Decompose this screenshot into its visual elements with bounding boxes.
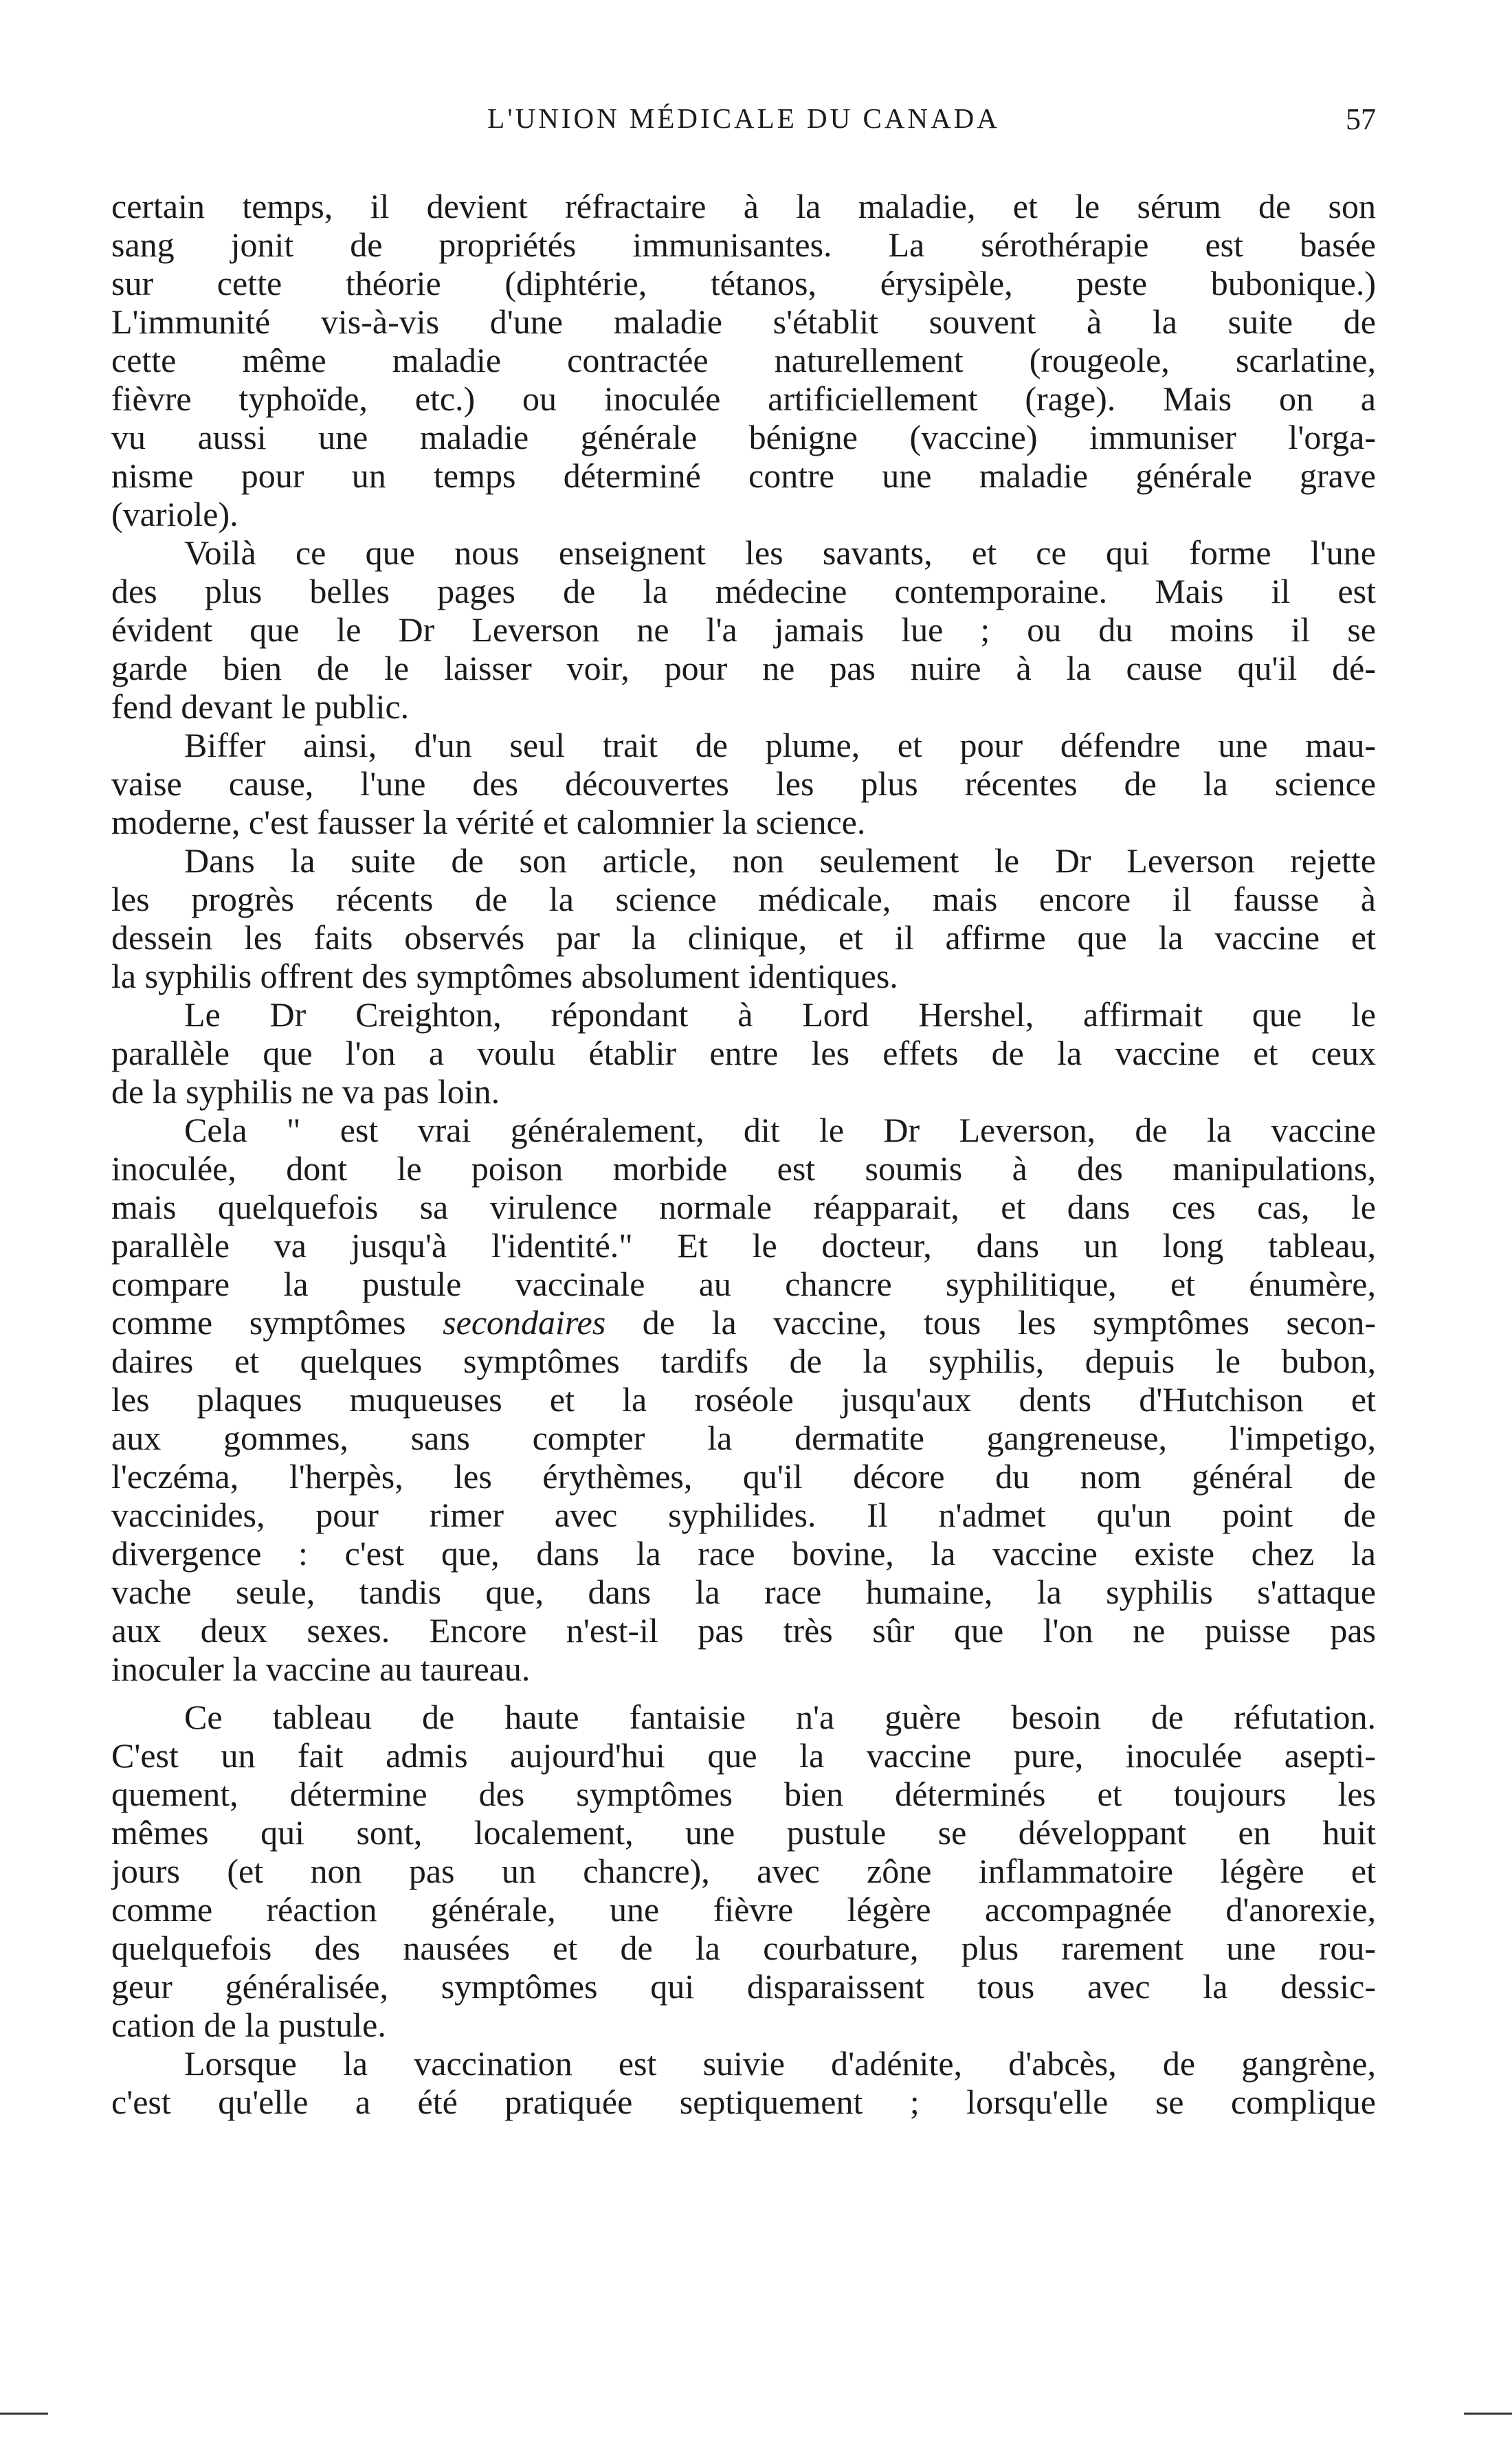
text-line: dessein les faits observés par la clinique, et il affirme que la vaccine et <box>111 918 1376 957</box>
text-line: la syphilis offrent des symptômes absolument identiques. <box>111 957 898 995</box>
text-line: comme réaction générale, une fièvre légère accompagnée d'anorexie, <box>111 1890 1376 1929</box>
text-line: garde bien de le laisser voir, pour ne pas nuire à la cause qu'il dé- <box>111 649 1376 687</box>
text-line: compare la pustule vaccinale au chancre syphilitique, et énumère, <box>111 1265 1376 1303</box>
text-line: quelquefois des nausées et de la courbature, plus rarement une rou- <box>111 1929 1376 1967</box>
text-line: inoculée, dont le poison morbide est soumis à des manipulations, <box>111 1149 1376 1188</box>
running-title: L'UNION MÉDICALE DU CANADA <box>487 102 1000 134</box>
text-line: moderne, c'est fausser la vérité et calomnier la science. <box>111 803 866 841</box>
text-line: les progrès récents de la science médicale, mais encore il fausse à <box>111 880 1376 918</box>
scan-edge-mark-left <box>0 2413 48 2415</box>
text-line: vaise cause, l'une des découvertes les plus récentes de la science <box>111 764 1376 803</box>
text-line: Ce tableau de haute fantaisie n'a guère besoin de réfutation. <box>184 1698 1376 1736</box>
text-line: c'est qu'elle a été pratiquée septiquement ; lorsqu'elle se complique <box>111 2083 1376 2121</box>
text-line: évident que le Dr Leverson ne l'a jamais lue ; ou du moins il se <box>111 610 1376 649</box>
running-header <box>111 102 1376 157</box>
text-line: vaccinides, pour rimer avec syphilides. Il n'admet qu'un point de <box>111 1496 1376 1534</box>
article-body <box>111 187 1376 2121</box>
italic-term: secondaires <box>443 1303 606 1342</box>
text-line: mêmes qui sont, localement, une pustule se développant en huit <box>111 1813 1376 1852</box>
text-line: jours (et non pas un chancre), avec zône inflammatoire légère et <box>111 1852 1376 1890</box>
text-line: vu aussi une maladie générale bénigne (vaccine) immuniser l'orga- <box>111 418 1376 456</box>
text-line: des plus belles pages de la médecine contemporaine. Mais il est <box>111 572 1376 610</box>
text-line: mais quelquefois sa virulence normale réapparait, et dans ces cas, le <box>111 1188 1376 1226</box>
text-line: Dans la suite de son article, non seulement le Dr Leverson rejette <box>184 841 1376 880</box>
text-line: Lorsque la vaccination est suivie d'adénite, d'abcès, de gangrène, <box>184 2044 1376 2083</box>
text-line: Cela " est vrai généralement, dit le Dr Leverson, de la vaccine <box>184 1111 1376 1149</box>
scan-edge-mark-right <box>1464 2413 1512 2415</box>
text-line: les plaques muqueuses et la roséole jusqu'aux dents d'Hutchison et <box>111 1380 1376 1419</box>
text-line: sang jonit de propriétés immunisantes. La sérothérapie est basée <box>111 225 1376 264</box>
text-line: Le Dr Creighton, répondant à Lord Hershel, affirmait que le <box>184 995 1376 1034</box>
text-line: nisme pour un temps déterminé contre une maladie générale grave <box>111 456 1376 495</box>
text-line: Biffer ainsi, d'un seul trait de plume, et pour défendre une mau- <box>184 726 1376 764</box>
text-line: l'eczéma, l'herpès, les érythèmes, qu'il décore du nom général de <box>111 1457 1376 1496</box>
text-line: geur généralisée, symptômes qui disparaissent tous avec la dessic- <box>111 1967 1376 2006</box>
text-line: inoculer la vaccine au taureau. <box>111 1650 531 1688</box>
text-segment: de la vaccine, tous les symptômes secon- <box>642 1303 1376 1342</box>
text-line: quement, détermine des symptômes bien déterminés et toujours les <box>111 1775 1376 1813</box>
text-line: cette même maladie contractée naturellement (rougeole, scarlatine, <box>111 341 1376 379</box>
text-line: sur cette théorie (diphtérie, tétanos, érysipèle, peste bubonique.) <box>111 264 1376 302</box>
text-line: L'immunité vis-à-vis d'une maladie s'établit souvent à la suite de <box>111 302 1376 341</box>
text-line: vache seule, tandis que, dans la race humaine, la syphilis s'attaque <box>111 1573 1376 1611</box>
text-line: C'est un fait admis aujourd'hui que la vaccine pure, inoculée asepti- <box>111 1736 1376 1775</box>
text-line: de la syphilis ne va pas loin. <box>111 1072 500 1111</box>
text-line: fièvre typhoïde, etc.) ou inoculée artificiellement (rage). Mais on a <box>111 379 1376 418</box>
text-segment: comme symptômes <box>111 1303 406 1342</box>
text-line: cation de la pustule. <box>111 2006 386 2044</box>
text-line: Voilà ce que nous enseignent les savants, et ce qui forme l'une <box>184 533 1376 572</box>
text-line: divergence : c'est que, dans la race bovine, la vaccine existe chez la <box>111 1534 1376 1573</box>
page-number: 57 <box>1346 102 1376 136</box>
text-line: parallèle va jusqu'à l'identité." Et le docteur, dans un long tableau, <box>111 1226 1376 1265</box>
text-line: certain temps, il devient réfractaire à la maladie, et le sérum de son <box>111 187 1376 225</box>
text-line-with-italic <box>111 1303 1376 1342</box>
text-line: aux gommes, sans compter la dermatite gangreneuse, l'impetigo, <box>111 1419 1376 1457</box>
text-line: parallèle que l'on a voulu établir entre les effets de la vaccine et ceux <box>111 1034 1376 1072</box>
text-line: (variole). <box>111 495 238 533</box>
text-line: fend devant le public. <box>111 687 410 726</box>
text-line: aux deux sexes. Encore n'est-il pas très sûr que l'on ne puisse pas <box>111 1611 1376 1650</box>
text-line: daires et quelques symptômes tardifs de la syphilis, depuis le bubon, <box>111 1342 1376 1380</box>
